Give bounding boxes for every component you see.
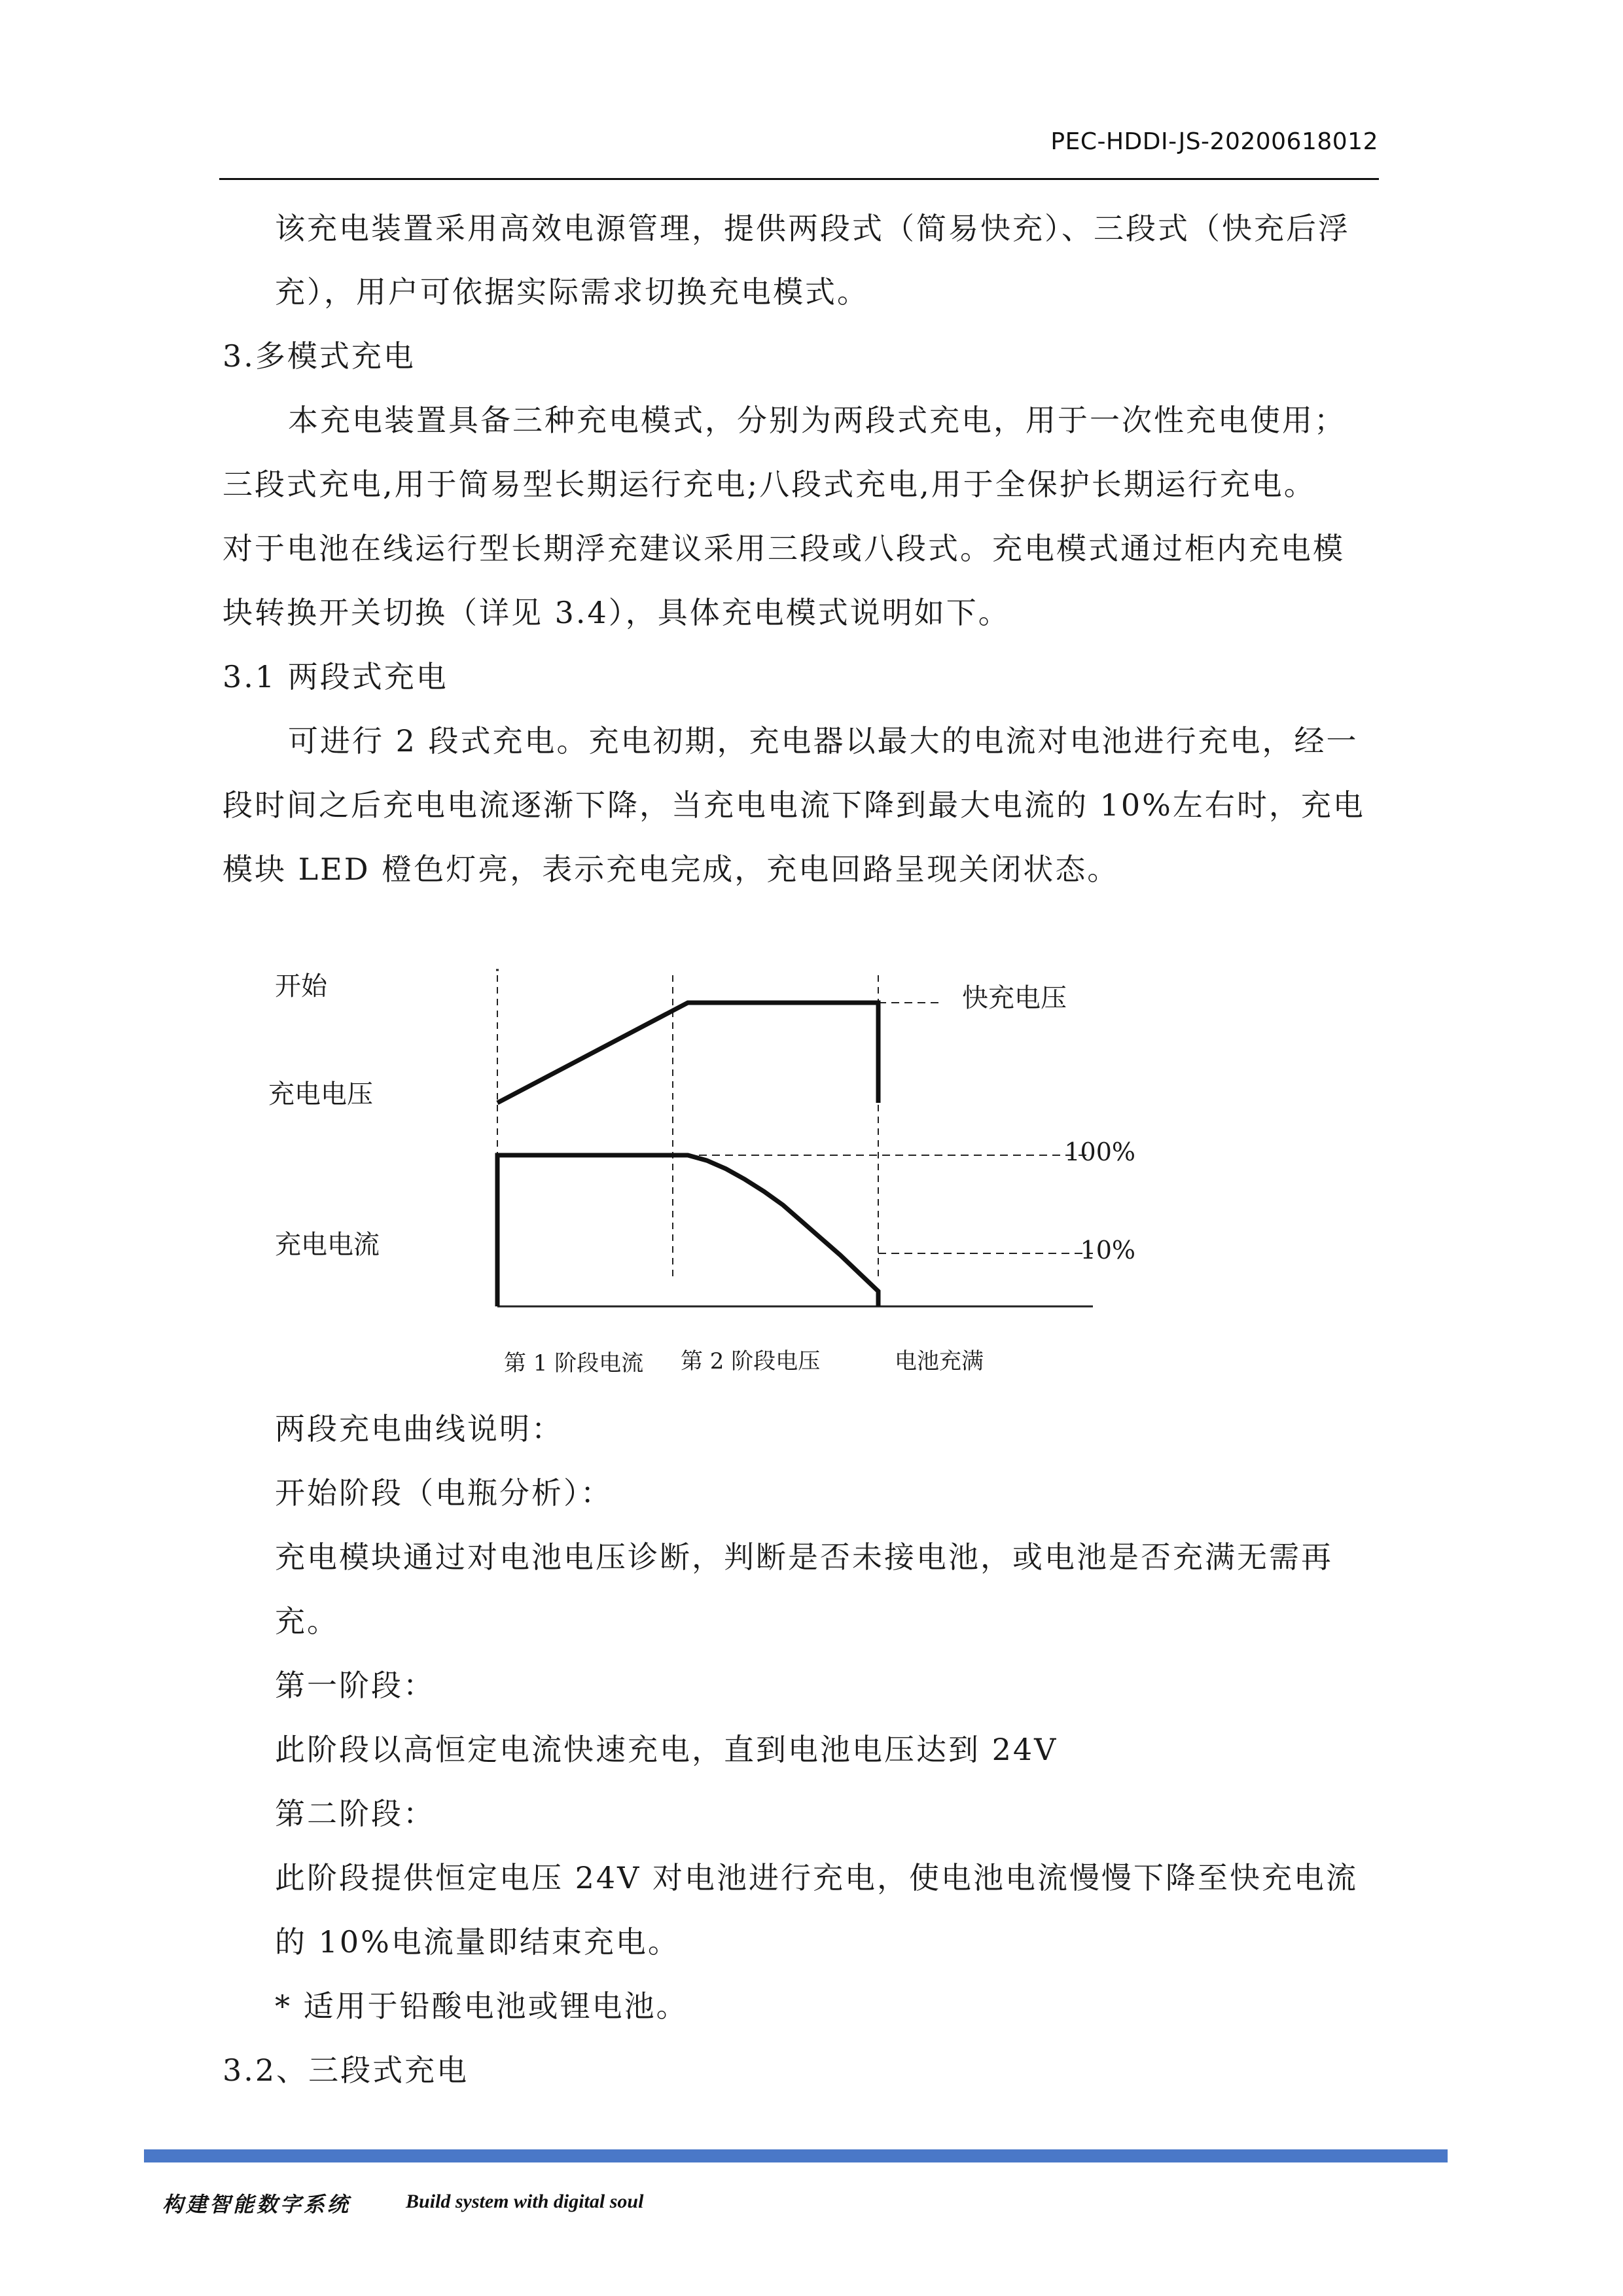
list-line: 两段充电曲线说明： bbox=[275, 1411, 563, 1446]
subsection-heading: 3.2、三段式充电 bbox=[223, 2053, 469, 2088]
label-start: 开始 bbox=[275, 971, 327, 1001]
section-heading: 3.多模式充电 bbox=[223, 338, 416, 374]
paragraph-line: 模块 LED 橙色灯亮，表示充电完成，充电回路呈现关闭状态。 bbox=[223, 852, 1120, 887]
list-line: 第一阶段： bbox=[275, 1668, 435, 1703]
subsection-heading: 3.1 两段式充电 bbox=[223, 659, 448, 694]
paragraph-line: 对于电池在线运行型长期浮充建议采用三段或八段式。充电模式通过柜内充电模 bbox=[223, 531, 1345, 566]
header-rule bbox=[219, 178, 1379, 180]
footer-slogan-zh: 构建智能数字系统 bbox=[162, 2192, 351, 2217]
phase-label-1: 第 1 阶段电流 bbox=[504, 1350, 644, 1376]
list-line: 此阶段以高恒定电流快速充电，直到电池电压达到 24V bbox=[275, 1732, 1058, 1767]
list-line: 充电模块通过对电池电压诊断，判断是否未接电池，或电池是否充满无需再 bbox=[275, 1539, 1333, 1575]
paragraph-line: 三段式充电,用于简易型长期运行充电;八段式充电,用于全保护长期运行充电。 bbox=[223, 467, 1316, 502]
footer-bar bbox=[144, 2149, 1448, 2162]
paragraph-line: 可进行 2 段式充电。充电初期，充电器以最大的电流对电池进行充电，经一 bbox=[288, 723, 1359, 759]
phase-label-3: 电池充满 bbox=[895, 1348, 984, 1374]
paragraph-line: 本充电装置具备三种充电模式，分别为两段式充电，用于一次性充电使用； bbox=[288, 403, 1346, 438]
list-line: * 适用于铅酸电池或锂电池。 bbox=[275, 1988, 688, 2024]
two-stage-charging-chart bbox=[249, 949, 1139, 1394]
paragraph-line: 段时间之后充电电流逐渐下降，当充电电流下降到最大电流的 10%左右时，充电 bbox=[223, 787, 1365, 823]
paragraph-line: 充），用户可依据实际需求切换充电模式。 bbox=[275, 274, 869, 310]
paragraph-line: 块转换开关切换（详见 3.4），具体充电模式说明如下。 bbox=[223, 595, 1010, 630]
phase-label-2: 第 2 阶段电压 bbox=[681, 1348, 821, 1374]
paragraph-line: 该充电装置采用高效电源管理，提供两段式（简易快充）、三段式（快充后浮 bbox=[275, 211, 1350, 246]
list-line: 的 10%电流量即结束充电。 bbox=[275, 1924, 680, 1960]
current-curve bbox=[497, 1155, 878, 1306]
footer-slogan-en: Build system with digital soul bbox=[406, 2191, 644, 2212]
list-line: 充。 bbox=[275, 1604, 339, 1639]
list-line: 开始阶段（电瓶分析）： bbox=[275, 1475, 613, 1511]
chart-svg bbox=[249, 949, 1139, 1394]
label-10-percent: 10% bbox=[1080, 1236, 1135, 1265]
label-100-percent: 100% bbox=[1064, 1138, 1135, 1166]
label-charge-current: 充电电流 bbox=[275, 1230, 380, 1260]
document-id: PEC-HDDI-JS-20200618012 bbox=[1050, 128, 1378, 155]
list-line: 此阶段提供恒定电压 24V 对电池进行充电，使电池电流慢慢下降至快充电流 bbox=[275, 1860, 1358, 1895]
label-charge-voltage: 充电电压 bbox=[268, 1079, 373, 1109]
list-line: 第二阶段： bbox=[275, 1796, 435, 1831]
voltage-curve bbox=[497, 1003, 878, 1103]
label-fast-voltage: 快充电压 bbox=[962, 983, 1067, 1013]
